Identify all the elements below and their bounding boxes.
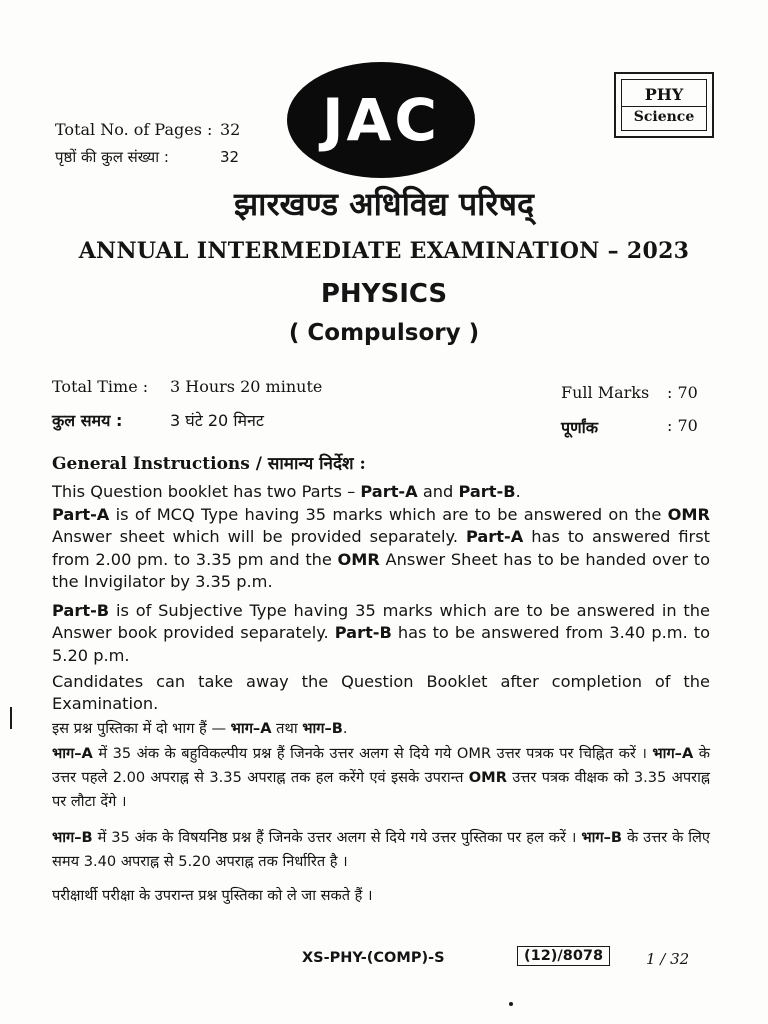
h1-part-b: भाग–B [302, 720, 343, 737]
marks-value-en: : 70 [667, 383, 698, 402]
h3-text2: के उत्तर के लिए समय 3.40 अपराह्न से 5.20 अपराह्न तक निर्धारित है । [52, 829, 710, 870]
p1-and: and [417, 482, 459, 501]
p2-text4: Answer Sheet has to be handed over to the Invigilator by 3.35 p.m. [52, 549, 710, 592]
h2-part-a-2: भाग–A [652, 745, 694, 762]
p3-part-b: Part-B [52, 601, 110, 620]
p1-text: This Question booklet has two Parts – [52, 482, 361, 501]
total-pages-en [55, 116, 255, 143]
council-name: झारखण्ड अधिविद्य परिषद् [233, 185, 535, 223]
h2-text1: में 35 अंक के बहुविकल्पीय प्रश्न हैं जिनके उत्तर अलग से दिये गये OMR उत्तर पत्रक पर चिह्नित करें । [92, 745, 653, 762]
instructions-heading: General Instructions / सामान्य निर्देश : [52, 454, 366, 474]
p2-part-a: Part-A [52, 505, 110, 524]
marks-value-hi: : 70 [667, 416, 698, 435]
hindi-instruction-4: परीक्षार्थी परीक्षा के उपरान्त प्रश्न पुस्तिका को ले जा सकते हैं । [52, 887, 373, 904]
p1-end: . [515, 482, 521, 501]
instruction-part-b [52, 600, 710, 667]
subject-box [614, 72, 714, 138]
page-number: 1 / 32 [646, 950, 690, 968]
total-pages-hi [55, 144, 255, 171]
marks-label-en: Full Marks [561, 383, 650, 402]
h3-part-b-2: भाग–B [581, 829, 623, 846]
p2-omr: OMR [667, 505, 710, 524]
instruction-part-a [52, 504, 710, 594]
boxed-code: (12)/8078 [517, 946, 610, 966]
p2-text2: Answer sheet which will be provided separately. [52, 527, 466, 547]
p2-part-a-2: Part-A [465, 527, 524, 547]
hindi-instruction-2 [52, 742, 710, 814]
logo-text: JAC [321, 86, 441, 154]
p1-part-b: Part-B [458, 482, 516, 501]
subject-title: PHYSICS [320, 279, 448, 309]
compulsory-label: ( Compulsory ) [288, 320, 480, 346]
p2-text1: is of MCQ Type having 35 marks which are to be answered on the [109, 505, 668, 524]
marks-label-hi: पूर्णांक [561, 418, 599, 437]
p3-part-b-2: Part-B [334, 623, 392, 643]
scan-mark [10, 707, 12, 729]
hindi-instruction-3 [52, 826, 710, 874]
total-pages-value-hi: 32 [220, 148, 240, 166]
p1-part-a: Part-A [360, 482, 418, 501]
time-label-en: Total Time : [52, 377, 149, 396]
instruction-take-away: Candidates can take away the Question Booklet after completion of the Examination. [52, 672, 710, 714]
h2-text2: के उत्तर पहले 2.00 अपराह्न से 3.35 अपराह्न तक हल करेंगे एवं इसके उपरान्त [52, 745, 710, 786]
exam-title: ANNUAL INTERMEDIATE EXAMINATION – 2023 [78, 238, 690, 264]
time-value-hi: 3 घंटे 20 मिनट [170, 411, 264, 430]
jac-logo [287, 62, 475, 178]
h2-text3: उत्तर पत्रक वीक्षक को 3.35 अपराह्न पर लौटा देंगे । [52, 769, 710, 810]
total-pages-label-en: Total No. of Pages : [55, 120, 213, 139]
subject-box-code: PHY [644, 85, 684, 104]
p3-text2: has to be answered from 3.40 p.m. to 5.20 p.m. [52, 623, 711, 665]
instruction-parts [52, 481, 710, 503]
hindi-instruction-1 [52, 717, 710, 741]
total-pages-label-hi: पृष्ठों की कुल संख्या : [55, 148, 169, 166]
h3-text1: में 35 अंक के विषयनिष्ठ प्रश्न हैं जिनके उत्तर अलग से दिये गये उत्तर पुस्तिका पर हल करें । [92, 829, 582, 846]
time-value-en: 3 Hours 20 minute [170, 377, 323, 396]
h2-part-a: भाग–A [52, 745, 93, 762]
h1-and: तथा [271, 720, 303, 737]
subject-box-stream: Science [622, 106, 706, 125]
h1-text: इस प्रश्न पुस्तिका में दो भाग हैं — [52, 720, 231, 737]
paper-code: XS-PHY-(COMP)-S [302, 950, 445, 966]
p2-omr-2: OMR [337, 549, 380, 569]
time-label-hi: कुल समय : [52, 411, 123, 430]
total-pages-value-en: 32 [220, 120, 241, 139]
h1-end: . [342, 720, 348, 737]
p3-text1: is of Subjective Type having 35 marks which are to be answered in the Answer book provided separately. [52, 601, 710, 643]
h3-part-b: भाग–B [52, 829, 93, 846]
h2-omr: OMR [468, 769, 507, 786]
scan-dot [509, 1002, 513, 1006]
h1-part-a: भाग–A [230, 720, 272, 737]
p2-text3: has to answered first from 2.00 pm. to 3.35 pm and the [52, 527, 710, 569]
subject-box-inner [621, 79, 707, 131]
